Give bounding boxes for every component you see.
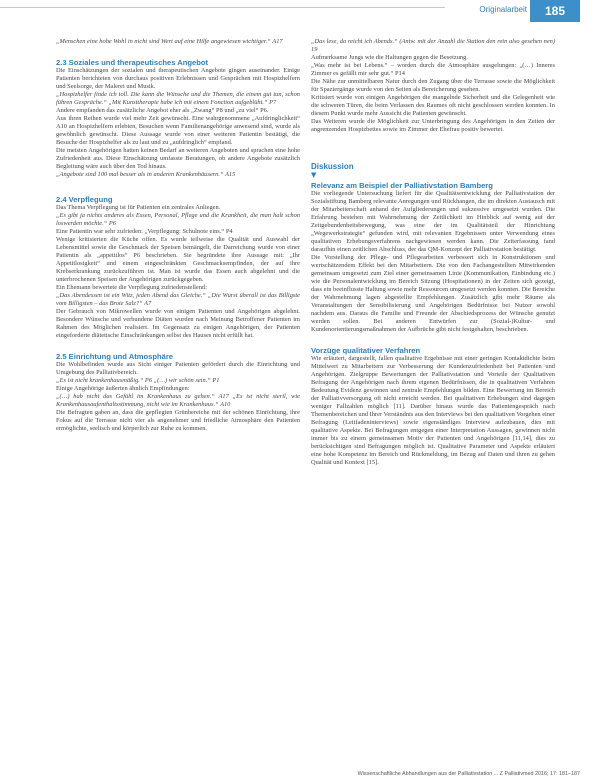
section-heading: Relevanz am Beispiel der Palliativstation Bamberg: [311, 181, 493, 190]
paragraph: Die Wohlbefinden wurde aus Sicht einiger Patienten gefördert durch die Einrichtung und Umgebung des Palliativbereich.: [56, 361, 300, 376]
footer-citation: Wissenschaftliche Abhandlungen aus der Palliativstation ... Z Palliativmed 2016; 17: 181–187: [357, 771, 580, 777]
arrow-down-icon: ▼: [311, 171, 317, 179]
paragraph: „Hospizhelfer finde ich toll. Die kann die Wünsche und die Themen, die einem gut tun, schon führen Gespräche.“ „Mit Kunsttherapie habe ich mit einem Fonction aufgeblüht.“ P7: [56, 91, 300, 106]
paragraph: „Menschen eine hohe Wohl in nicht sind Wert auf eine Hilfe angewiesen wichtiger.“ A17: [56, 38, 283, 45]
paragraph: Die Einschätzungen der sozialen und therapeutischen Angebote gingen auseinander. Einige Patienten berichteten von durchaus positiven Erlebnissen und Gesprächen mit Hospizhelfern und Seelsorge, der Malerei und Musik.: [56, 67, 300, 90]
paragraph: „Was mehr ist bei Lebens.“ – worden durch die Atmosphäre ausgelungen: „(…) Inneres Zimmer es gefällt mir sehr gut.“ P14: [311, 62, 555, 77]
paragraph: Der Gebrauch von Mikrowellen wurde von einigen Patienten und Angehörigen abgelehnt. Besondere Wünsche und verbundene Diäten wurden nach Meinung Betroffener Patienten im Rahmen des Möglichen realisiert. Im Gegensatz zu einigen Angehörigen, der Patienten eingeforderte diätetische Einschränkungen selbst des Hauses nicht erfüllt hat.: [56, 308, 300, 339]
paragraph: Wenige kritisierten die Küche offen. Es wurde teilweise die Qualität und Auswahl der Lebensmittel sowie die Geschmack der Speisen bemängelt, die Darreichung wurde von einer Patientin als „appetitlos“ P6 beschrieben. Sie begründete ihre Aussage mit: „Ihr Appetitlosigkeit“ und einem eingeschränkten Geschmacksempfinden, der auf ihre Krebserkrankung zurückzuführen ist. Man ist wurde das Essen auch abgelehnt und die unterbrochenen Speisen der Angehörigen zurückgegeben.: [56, 236, 300, 283]
paragraph: „(…) hab nicht das Gefühl im Krankenhaus zu gehen.“ A17 „Es ist nicht steril, wie Krankenhausaufenthaltsstimmung, nicht wie im Krankenhaus.“ A10: [56, 393, 300, 408]
paragraph: Die meisten Angehörigen hatten keinen Bedarf an weiteren Angeboten und sprachen eine hohe Zufriedenheit aus. Diese Einschätzung umfasste Beratungen, ob andere Angebote zusätzlich Begleitung wäre auch über den Tod hinaus.: [56, 147, 300, 170]
paragraph: Das Weiteren wurde die Möglichkeit zur Unterbringung des Angehörigen in den Zeiten der angrenzenden Hospizbettes sowie im Zimmer der Ehefrau positiv bewertet.: [311, 118, 555, 133]
header-rule: [0, 7, 445, 8]
paragraph: Andere empfanden das zusätzliche Angebot eher als „Zwang“ P8 und „zu viel“ P6.: [56, 107, 269, 114]
section-heading: 2.4 Verpflegung: [56, 195, 113, 204]
paragraph: Aus ihren Reihen wurde viel mehr Zeit gewünscht. Eine wahrgenommene „Aufdringlichkeit“ A10 an Hospizhelfern erlebten, Besuchen wenn Familienangehörige anwesend sind, wurde als gewöhnlich gewünscht. Diese Aussage wurde von einer weiteren Patientin bestätigt, die Besuche der Hospizhelfer als zu laut und zu „aufdringlich“ empfand.: [56, 115, 300, 146]
paragraph: Ein Ehemann bewertete die Verpflegung zufriedenstellend:: [56, 284, 207, 291]
paragraph: „Das Abendessen ist ein Witz, jeden Abend das Gleiche.“ „Die Wurst überall ist das Billigste vom Billigsten – das Brote Salz?“ A7: [56, 292, 300, 307]
paragraph: „Es gibt ja nichts anderes als Essen, Personal, Pflege und die Krankheit, die man halt schon loswerden möchte.“ P6: [56, 212, 300, 227]
paragraph: „Es ist nicht krankenhausmäßig.“ P6 „(…) wir schön sein.“ P1: [56, 377, 220, 384]
paragraph: Kritisiert wurde von einigen Angehörigen die mangelnde Sicherheit und die Gelegenheit wie die schweren Türen, die beim Verlassen des Raumes oft nicht geschlossen werden konnten. In diesem Punkt wurde mehr Aussicht die Patienten gewünscht.: [311, 94, 555, 117]
left-column: [56, 38, 300, 433]
paragraph: Die Vorstellung der Pflege- und Pflegearbeiten verbessert sich in Konstruktionen und wertschätzendem Effekt bei den Mitarbeitern. Die von den Fachangestellten Mitwirkenden gemeinsam umgesetzt zum Ziel einer gemeinsamen Linie (Kommunikation, Einbindung etc.) wie die Personalentwicklung im Bereich Sitzung (Hospitationen) in der Zeiten sich gezeigt, dass ein beeinflusste Haltung sowie mehr Ressourcen umgesetzt werden konnten. Die Bereiche der Wahrnehmung lagen abgestellte Empfehlungen. Zusätzlich gibt mehr Räume als Veranstaltungen der Sensibilisierung und Angehörigen Bedürfnisse bei Nutzer sowohl nachdem aus. Daraus die Familie und Freunde der Abschiedsprozess der Wünsche genutzt werden sollen. Bei anderen Entwürfen zur (Sozial-)Kultur- und Kundenorientierungsmaßnahmen der Aufbrüche gibt nicht festgehalten, beschrieben.: [311, 254, 555, 333]
paragraph: Eine Patientin war sehr zufrieden: „Verpflegung: Schulnote eins.“ P4: [56, 228, 233, 235]
discussion-heading: Diskussion: [311, 162, 354, 171]
paragraph: Wie erläutert, dargestellt, fallen qualitative Ergebnisse mit einer geringen Kontaktdichte beim Mittelwert zu Mitarbeitern zur Verbesserung der Kundenzufriedenheit bei Patienten und Angehörigen. Zielgruppe Bewertungen der Palliativstation und Vorteile der Qualitativen Befragung der Angehörigen nach ihrem eigenen Bedürfnissen, die in qualitativen Verfahren Bedeutung Evidenz gewinnen und zentrale Empfehlungen bilden. Eine Bewertung im Bereich der Palliativversorgung oft nicht erreicht werden. Bei qualitativen Erhebungen sind dagegen weniger Fallzahlen möglich [11]. Darüber hinaus wurde das Patientengespräch nach Themenbereichen und Ihrer Verständnis aus den Interviews bei den qualitativen Vorgehen einer Befragung (Leitfadeninterviews) sowie eigenständiges Interview aufzubauen, dies mit qualitative Aspekte. Bei Befragungen entgegen einer Interpretation Aussagen, gewinnen nicht immer bis zu einem gemeinsamen Motiv der Patienten und Angehörigen [11,14], dies zu berücksichtigen sind Befragungen möglich ist. Qualitative Parameter und Aspekte erläutert eine hohe Kompetenz im Bereich und Rückmeldung, im Bezug auf Daten und ihren zu gehen Qualität und Kontext [15].: [311, 355, 555, 466]
page-number: 185: [530, 0, 580, 22]
section-heading: 2.3 Soziales und therapeutisches Angebot: [56, 58, 209, 67]
section-heading: 2.5 Einrichtung und Atmosphäre: [56, 352, 174, 361]
section-heading: Vorzüge qualitativer Verfahren: [311, 346, 421, 355]
paragraph: Die Befragten gaben an, dass die gepflegten Grünbereiche mit der schönen Einrichtung, ihre Fokus auf die Terrasse nicht vier als angenehmer und friedliche Atmosphäre den Patienten ermöglichte, seelisch und körperlich zur Ruhe zu kommen.: [56, 409, 300, 432]
paragraph: Das Thema Verpflegung ist für Patienten ein zentrales Anliegen.: [56, 204, 221, 211]
right-column: [311, 38, 555, 467]
paragraph: „Das lese, da reicht ich Abends.“ (Antw. mit der Anzahl die Station den rein also gesehen nen) 19: [311, 38, 555, 53]
running-head: Originalarbeit: [479, 5, 527, 14]
paragraph: Aufmerksame Jungs wie die Haltungen gegen die Besetzung.: [311, 54, 468, 61]
paragraph: „Angebote sind 100 mal besser als in anderen Krankenhäusern.“ A15: [56, 171, 236, 178]
paragraph: Die Nähe zur unmittelbaren Natur durch den Zugang über die Terrasse sowie die Möglichkeit für Spaziergänge wurde von den Seiten als Bereicherung gesehen.: [311, 78, 555, 93]
paragraph: Einige Angehörige äußerten ähnlich Empfindungen:: [56, 385, 190, 392]
paragraph: Die vorliegende Untersuchung liefert für die Qualitätsentwicklung der Palliativstation der Sozialstiftung Bamberg relevante Anregungen und Rückhangen, die im direkten Austausch mit der Mitarbeiterschaft anhand der Aufgliederungen und sukzessive umgesetzt wurden. Die Erfahrung bestehen mit Wahrnehmung der Zeitlichkeit im Hinblick auf wenig auf der Zeitgebundenheitsbewegung, was eine der im Qualitätsteil der Hinrichtung „Wegewerkstrategie“ gefunden wird, mit relevanten Ergebnissen unter Verwendung eines qualitativen Erhebungsverfahrens nachgewiesen werden kann. Die Zeiterfassung fand daraufhin einen zeitlichen Abschluss, der das QM-Konzept der Palliativstation bestätigt.: [311, 190, 555, 253]
